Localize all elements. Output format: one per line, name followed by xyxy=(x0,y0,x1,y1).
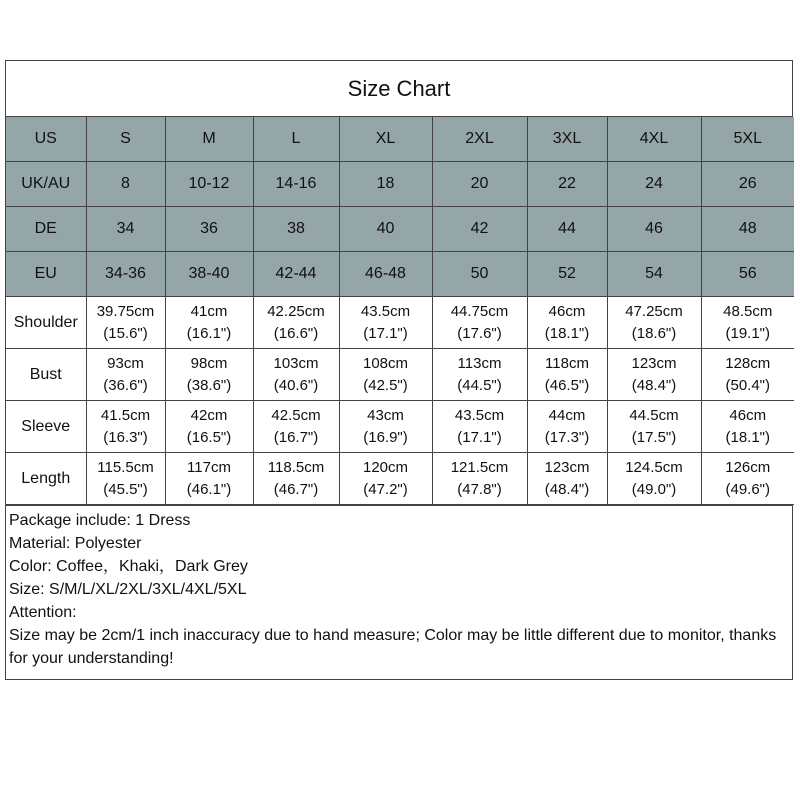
size-row xyxy=(6,252,794,297)
inch-value: (16.7") xyxy=(273,428,319,446)
measurement-cell xyxy=(701,297,794,349)
size-row xyxy=(6,162,794,207)
inch-value: (17.5") xyxy=(631,428,677,446)
inch-value: (42.5") xyxy=(363,376,408,394)
size-cell: M xyxy=(165,117,253,162)
measurement-cell xyxy=(253,297,339,349)
size-cell: L xyxy=(253,117,339,162)
size-cell: 56 xyxy=(701,252,794,297)
cm-value: 121.5cm xyxy=(450,458,509,476)
measurement-cell xyxy=(701,349,794,401)
measurement-cell xyxy=(432,297,527,349)
cm-value: 44.75cm xyxy=(450,302,509,320)
cm-value: 43.5cm xyxy=(360,302,411,320)
size-cell: 3XL xyxy=(527,117,607,162)
row-label: Sleeve xyxy=(6,401,86,453)
inch-value: (40.6") xyxy=(273,376,319,394)
measurement-cell xyxy=(527,297,607,349)
inch-value: (16.5") xyxy=(186,428,232,446)
row-label: EU xyxy=(6,252,86,297)
cm-value: 115.5cm xyxy=(97,458,154,476)
inch-value: (45.5") xyxy=(103,480,148,498)
inch-value: (17.1") xyxy=(363,324,408,342)
measurement-cell xyxy=(527,453,607,505)
cm-value: 118cm xyxy=(545,354,589,372)
size-cell: 42 xyxy=(432,207,527,252)
inch-value: (18.1") xyxy=(725,428,770,446)
inch-value: (48.4") xyxy=(544,480,590,498)
measurement-cell xyxy=(86,297,165,349)
size-cell: 8 xyxy=(86,162,165,207)
chart-title: Size Chart xyxy=(6,61,792,117)
cm-value: 43.5cm xyxy=(454,406,505,424)
measurement-cell xyxy=(607,349,701,401)
row-label: Bust xyxy=(6,349,86,401)
cm-value: 39.75cm xyxy=(96,302,155,320)
inch-value: (47.2") xyxy=(363,480,408,498)
color-note: Color: Coffee，Khaki，Dark Grey xyxy=(9,558,248,575)
cm-value: 108cm xyxy=(362,354,409,372)
cm-value: 44.5cm xyxy=(629,406,679,424)
measurement-cell xyxy=(165,297,253,349)
size-cell: 2XL xyxy=(432,117,527,162)
measurement-cell xyxy=(701,453,794,505)
inch-value: (18.1") xyxy=(544,324,590,342)
inch-value: (16.9") xyxy=(363,428,408,446)
cm-value: 46cm xyxy=(548,302,586,320)
inch-value: (38.6") xyxy=(186,376,232,394)
measurement-cell xyxy=(86,401,165,453)
cm-value: 124.5cm xyxy=(625,458,683,476)
size-cell: 4XL xyxy=(607,117,701,162)
cm-value: 126cm xyxy=(725,458,771,476)
measurement-cell xyxy=(339,297,432,349)
inch-value: (47.8") xyxy=(457,480,502,498)
inch-value: (49.6") xyxy=(725,480,770,498)
measurement-cell xyxy=(607,401,701,453)
inch-value: (36.6") xyxy=(103,376,148,394)
measurement-cell xyxy=(527,401,607,453)
measurement-cell xyxy=(165,349,253,401)
measurement-row xyxy=(6,297,794,349)
measurement-cell xyxy=(339,349,432,401)
size-cell: 36 xyxy=(165,207,253,252)
cm-value: 43cm xyxy=(367,406,404,424)
measurement-cell xyxy=(527,349,607,401)
size-cell: 42-44 xyxy=(253,252,339,297)
row-label: Shoulder xyxy=(6,297,86,349)
inch-value: (18.6") xyxy=(631,324,677,342)
size-cell: 22 xyxy=(527,162,607,207)
size-cell: 46 xyxy=(607,207,701,252)
cm-value: 42cm xyxy=(190,406,228,424)
row-label: DE xyxy=(6,207,86,252)
inch-value: (16.6") xyxy=(273,324,319,342)
measurement-cell xyxy=(253,349,339,401)
measurement-cell xyxy=(432,453,527,505)
measurement-cell xyxy=(432,401,527,453)
inch-value: (16.3") xyxy=(103,428,148,446)
size-cell: 54 xyxy=(607,252,701,297)
package-note: Package include: 1 Dress xyxy=(9,512,191,529)
inch-value: (50.4") xyxy=(725,376,770,394)
row-label: UK/AU xyxy=(6,162,86,207)
inch-value: (46.5") xyxy=(544,376,590,394)
cm-value: 123cm xyxy=(544,458,590,476)
measurement-cell xyxy=(607,453,701,505)
cm-value: 98cm xyxy=(190,354,228,372)
attention-note: Attention: xyxy=(9,604,77,621)
size-cell: 24 xyxy=(607,162,701,207)
row-label: Length xyxy=(6,453,86,505)
inch-value: (46.7") xyxy=(273,480,319,498)
material-note: Material: Polyester xyxy=(9,535,142,552)
size-cell: 14-16 xyxy=(253,162,339,207)
size-chart xyxy=(5,60,793,680)
cm-value: 42.25cm xyxy=(267,302,325,320)
size-cell: 38-40 xyxy=(165,252,253,297)
measurement-cell xyxy=(339,401,432,453)
size-note: Size: S/M/L/XL/2XL/3XL/4XL/5XL xyxy=(9,581,247,598)
disclaimer-note: Size may be 2cm/1 inch inaccuracy due to hand measure; Color may be little different due to monitor, thanks for your understanding! xyxy=(9,627,777,667)
cm-value: 118.5cm xyxy=(267,458,325,476)
cm-value: 120cm xyxy=(362,458,409,476)
size-cell: 5XL xyxy=(701,117,794,162)
measurement-cell xyxy=(607,297,701,349)
size-cell: 52 xyxy=(527,252,607,297)
size-cell: 48 xyxy=(701,207,794,252)
inch-value: (16.1") xyxy=(186,324,232,342)
measurement-row xyxy=(6,453,794,505)
size-cell: 46-48 xyxy=(339,252,432,297)
size-cell: 34-36 xyxy=(86,252,165,297)
measurement-cell xyxy=(253,453,339,505)
size-cell: 26 xyxy=(701,162,794,207)
inch-value: (46.1") xyxy=(186,480,232,498)
inch-value: (15.6") xyxy=(103,324,148,342)
measurement-cell xyxy=(432,349,527,401)
size-cell: 38 xyxy=(253,207,339,252)
size-cell: 40 xyxy=(339,207,432,252)
row-label: US xyxy=(6,117,86,162)
measurement-cell xyxy=(86,349,165,401)
cm-value: 41cm xyxy=(190,302,228,320)
measurement-cell xyxy=(165,401,253,453)
cm-value: 113cm xyxy=(457,354,502,372)
size-cell: 18 xyxy=(339,162,432,207)
measurement-cell xyxy=(701,401,794,453)
measurement-cell xyxy=(165,453,253,505)
inch-value: (17.1") xyxy=(457,428,502,446)
cm-value: 93cm xyxy=(107,354,144,372)
measurement-row xyxy=(6,349,794,401)
size-cell: S xyxy=(86,117,165,162)
measurement-cell xyxy=(86,453,165,505)
size-cell: 10-12 xyxy=(165,162,253,207)
size-cell: XL xyxy=(339,117,432,162)
size-cell: 34 xyxy=(86,207,165,252)
cm-value: 48.5cm xyxy=(723,302,773,320)
inch-value: (17.6") xyxy=(457,324,502,342)
cm-value: 41.5cm xyxy=(100,406,151,424)
inch-value: (48.4") xyxy=(631,376,677,394)
inch-value: (44.5") xyxy=(457,376,502,394)
inch-value: (19.1") xyxy=(725,324,770,342)
measurement-row xyxy=(6,401,794,453)
cm-value: 123cm xyxy=(631,354,677,372)
cm-value: 128cm xyxy=(725,354,771,372)
size-row xyxy=(6,207,794,252)
product-notes xyxy=(6,505,792,670)
cm-value: 117cm xyxy=(187,458,231,476)
size-row xyxy=(6,117,794,162)
inch-value: (49.0") xyxy=(631,480,677,498)
cm-value: 103cm xyxy=(273,354,319,372)
measurement-cell xyxy=(339,453,432,505)
cm-value: 46cm xyxy=(729,406,767,424)
size-cell: 44 xyxy=(527,207,607,252)
cm-value: 47.25cm xyxy=(625,302,683,320)
inch-value: (17.3") xyxy=(544,428,590,446)
measurement-cell xyxy=(253,401,339,453)
size-table xyxy=(6,117,794,505)
size-cell: 50 xyxy=(432,252,527,297)
cm-value: 42.5cm xyxy=(271,406,321,424)
size-cell: 20 xyxy=(432,162,527,207)
cm-value: 44cm xyxy=(548,406,586,424)
